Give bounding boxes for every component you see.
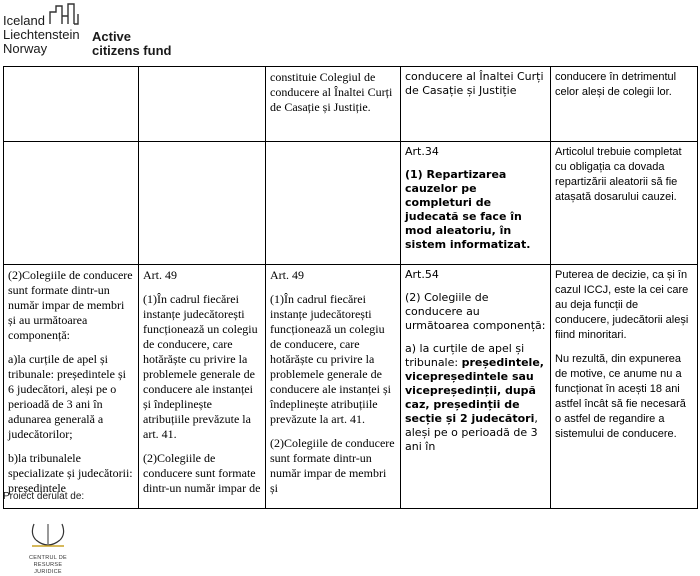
table-cell [551,67,698,142]
paragraph: (1)În cadrul fiecărei instanțe judecătorești funcționează un colegiu de conducere, care hotărăște cu privire la problemele generale de conducere ale instanței și îndeplinește atribuțiile prevăzute la art. 41. [143,292,258,441]
paragraph [405,342,546,454]
article-text: (1) Repartizarea cauzelor pe completuri de judecată se face în mod aleatoriu, în sistem informatizat. [405,168,531,251]
table-cell [266,142,401,265]
text-run-bold: președintele, vicepreședintele sau vicepreședinții, după caz, președinții de secție și 2 judecători [405,356,544,425]
article-title: Art. 49 [270,268,304,282]
table-cell [139,67,266,142]
comparison-table [3,66,698,509]
table-cell [4,265,139,509]
table-cell [266,67,401,142]
table-cell [139,265,266,509]
table-cell [4,67,139,142]
paragraph: (2) Colegiile de conducere au următoarea componență: [405,291,546,332]
scales-logo-icon [26,520,70,550]
paragraph: (1)În cadrul fiecărei instanțe judecătorești funcționează un colegiu de conducere, care hotărăște cu privire la problemele generale de conducere ale instanței și îndeplinește atribuțiile prevăzute la art. 41. [270,292,391,426]
paragraph: a)la curțile de apel și tribunale: președintele și 6 judecători, aleși pe o perioadă de 3 ani în adunarea generală a judecătorilor; [8,352,126,441]
logo-caption-line: CENTRUL DE RESURSE [29,555,67,568]
table-cell [401,265,551,509]
table-row [4,142,698,265]
paragraph: (2)Colegiile de conducere sunt formate dintr-un număr impar de membri și au următoarea componență: [8,268,133,342]
text-run: a) la curțile de apel și tribunale: [405,342,525,369]
active-citizens-fund-label [92,30,171,58]
table-cell [551,142,698,265]
cell-text: constituie Colegiul de conducere al Înaltei Curți de Casație și Justiție. [270,70,393,114]
project-run-by-label: Proiect derulat de: [3,491,85,502]
article-title: Art.54 [405,268,439,281]
table-cell [4,142,139,265]
table-cell [266,265,401,509]
table-row [4,265,698,509]
table-cell [139,142,266,265]
logo-line-norway: Norway [3,41,48,56]
cell-text: Articolul trebuie completat cu obligația ca dovada repartizării aleatorii să fie atașată dosarului cauzei. [555,146,682,203]
paragraph: (2)Colegiile de conducere sunt formate dintr-un număr impar de membri și [270,436,395,495]
page-header [0,0,700,62]
paragraph: (2)Colegiile de conducere sunt formate dintr-un număr impar de [143,451,261,495]
eea-grants-logo-icon [48,2,80,26]
paragraph: b)la tribunalele specializate și judecătorii: președintele [8,451,133,495]
crj-logo [18,520,78,575]
logo-line-citizens-fund: citizens fund [92,43,172,58]
table-cell [551,265,698,509]
cell-text: conducere al Înaltei Curți de Casație și Justiție [405,70,544,97]
logo-line-liechtenstein: Liechtenstein [3,27,80,42]
table-cell [401,142,551,265]
article-title: Art. 49 [143,268,177,282]
cell-text: conducere în detrimentul celor aleși de colegii lor. [555,71,677,98]
paragraph: Puterea de decizie, ca și în cazul ICCJ, este la cei care au deja funcții de conducere, judecătorii aleși fiind minoritari. [555,269,689,341]
logo-caption-line: JURIDICE [34,569,62,575]
logo-line-active: Active [92,29,132,44]
paragraph: Nu rezultă, din expunerea de motive, ce anume nu a funcționat în acești 18 ani astfel încât să fie necesară o astfel de regandire a sistemului de conducere. [555,353,686,440]
text-run: , aleși pe o perioadă de 3 ani în [405,412,538,453]
table-cell [401,67,551,142]
table-row [4,67,698,142]
logo-line-iceland: Iceland [3,13,45,28]
article-title: Art.34 [405,145,439,158]
